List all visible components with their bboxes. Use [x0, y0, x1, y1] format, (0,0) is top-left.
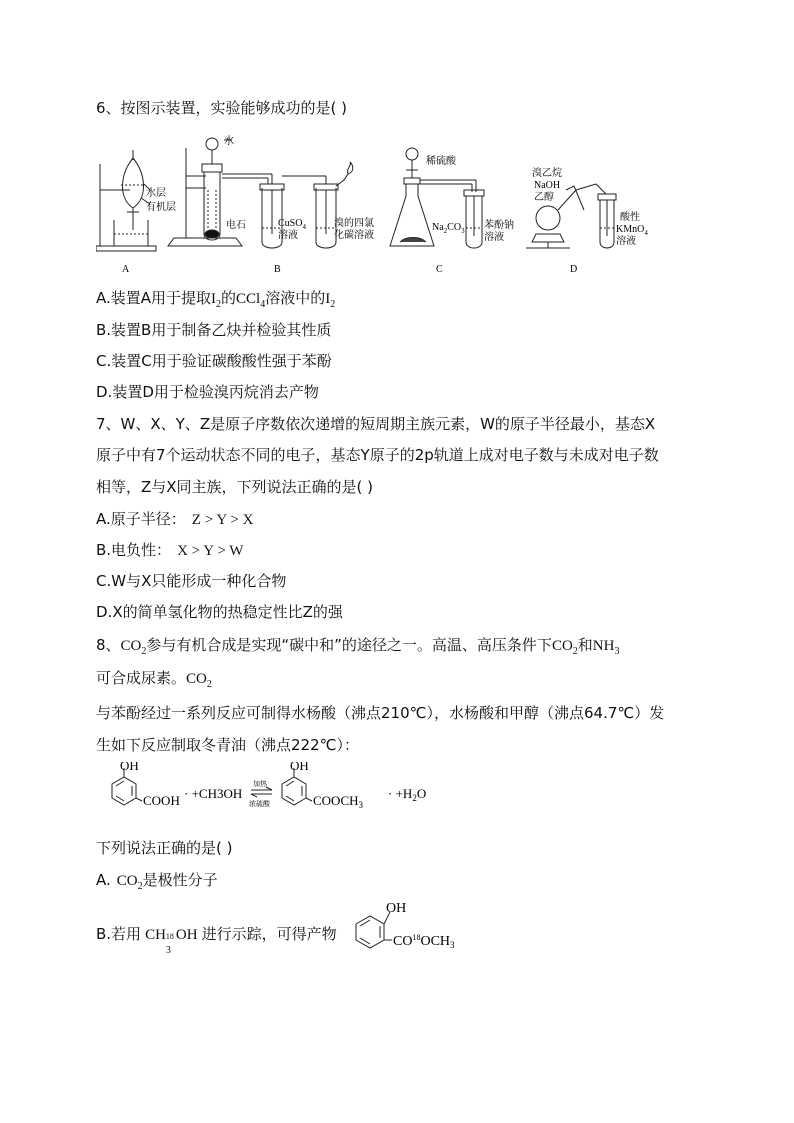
reactant-methanol: · +CH3OH: [184, 786, 243, 801]
label-cuso4-solution: 溶液: [278, 230, 298, 241]
label-acidic: 酸性: [620, 212, 640, 223]
reactant-cooh: COOH: [143, 793, 180, 808]
q6-option-a: A.装置A用于提取$I_2$的CCl$_4$溶液中的$I_2$: [96, 289, 336, 310]
q8-stem-line3: 与苯酚经过一系列反应可制得水杨酸（沸点210℃），水杨酸和甲醇（沸点64.7℃）发: [96, 704, 665, 722]
label-bromoethane: 溴乙烷: [532, 168, 562, 179]
q6-option-c: C.装置C用于验证碳酸酸性强于苯酚: [96, 352, 332, 370]
q6-option-b: B.装置B用于制备乙炔并检验其性质: [96, 321, 332, 339]
q6-option-d: D.装置D用于检验溴丙烷消去产物: [96, 383, 319, 401]
condition-heat: 加热: [253, 780, 267, 788]
label-organic-layer: 有机层: [146, 202, 176, 213]
q8-option-a: A. $CO_2$是极性分子: [96, 871, 218, 892]
product-water: · $+H_2O$: [388, 786, 427, 803]
q8-option-b: B.若用 CH 18 3 OH 进行示踪，可得产物: [96, 925, 337, 956]
q7-option-d: D.X的简单氢化物的热稳定性比Z的强: [96, 603, 343, 621]
caption-d: D: [570, 264, 578, 275]
q8-question: 下列说法正确的是( ): [96, 839, 233, 857]
label-bromine-2: 化碳溶液: [334, 230, 374, 241]
q7-stem-line1: 7、W、X、Y、Z是原子序数依次递增的短周期主族元素，W的原子半径最小，基态X: [96, 415, 656, 433]
q8-option-b-product-structure: [346, 898, 496, 962]
caption-c: C: [436, 264, 443, 275]
label-phenoxide-1: 苯酚钠: [484, 220, 514, 231]
q7-stem-line2: 原子中有7个运动状态不同的电子，基态Y原子的2p轨道上成对电子数与未成对电子数: [96, 446, 659, 464]
q7-option-c: C.W与X只能形成一种化合物: [96, 572, 287, 590]
label-dilute-acid: 稀硫酸: [426, 156, 456, 167]
product-ester: $COOCH_3$: [313, 793, 364, 810]
reactant-oh: OH: [120, 762, 139, 773]
label-naoh: NaOH: [534, 180, 561, 191]
q6-apparatus-figure: [96, 130, 696, 278]
q7-option-b: B.电负性： X > Y > W: [96, 541, 244, 559]
q8-reaction-equation: [96, 762, 456, 824]
label-ethanol: 乙醇: [534, 192, 554, 203]
caption-a: A: [122, 264, 130, 275]
label-kmno4: KMnO$_4$: [616, 224, 648, 237]
apparatus-b: [168, 138, 353, 248]
product-b-ester: $CO^{18}OCH_3$: [393, 933, 455, 950]
apparatus-a: [96, 150, 156, 251]
product-oh: OH: [290, 762, 309, 773]
caption-b: B: [274, 264, 281, 275]
label-cuso4: CuSO$_4$: [278, 218, 306, 231]
product-b-oh: OH: [386, 901, 407, 916]
q8-stem-line4: 生如下反应制取冬青油（沸点222℃）：: [96, 736, 359, 754]
label-phenoxide-2: 溶液: [484, 232, 504, 243]
label-carbide: 电石: [226, 220, 246, 231]
q8-stem-line2: 可合成尿素。$CO_2$: [96, 669, 212, 690]
q8-stem-line1: 8、$CO_2$参与有机合成是实现“碳中和”的途径之一。高温、高压条件下$CO_2$和$NH_3$: [96, 636, 620, 657]
q7-stem-line3: 相等，Z与X同主族，下列说法正确的是( ): [96, 478, 374, 496]
label-kmno4-solution: 溶液: [616, 236, 636, 247]
label-na2co3: $Na_2CO_3$: [432, 222, 465, 235]
q6-stem: 6、按图示装置，实验能够成功的是( ): [96, 99, 348, 117]
label-water-layer: 水层: [146, 188, 166, 199]
q7-option-a: A.原子半径： Z > Y > X: [96, 510, 254, 528]
condition-catalyst: 浓硫酸: [249, 800, 270, 808]
label-water: 水: [224, 136, 234, 147]
label-bromine-1: 溴的四氯: [334, 218, 374, 229]
